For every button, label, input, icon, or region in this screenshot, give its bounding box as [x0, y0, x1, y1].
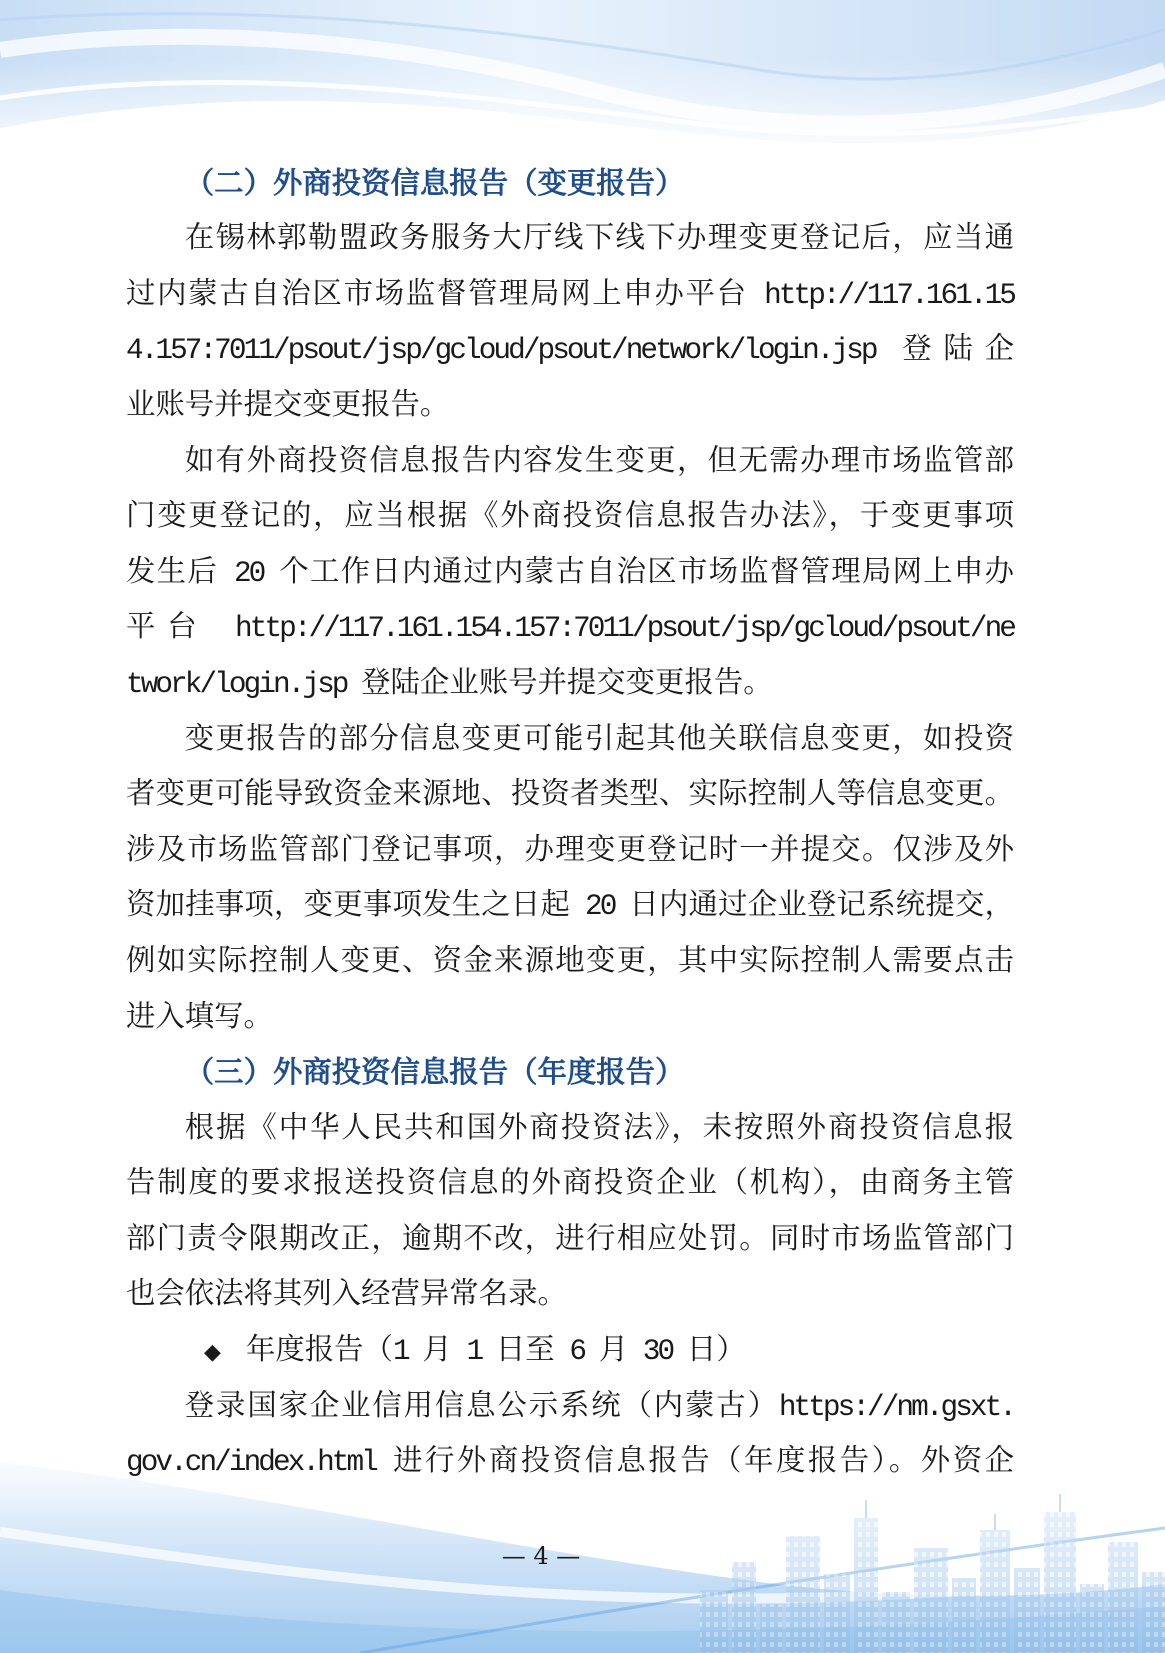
city-skyline-decoration: [700, 1494, 1165, 1653]
paragraph: [126, 210, 1014, 432]
paragraph-line: 在锡林郭勒盟政务服务大厅线下线下办理变更登记后，应当通: [184, 220, 1014, 255]
paragraph-line: 也会依法将其列入经营异常名录。: [126, 1276, 567, 1311]
latin-text-run: 30: [628, 1335, 687, 1369]
paragraph-line: gov.cn/index.html 进行外商投资信息报告（年度报告）。外资企: [126, 1443, 1014, 1480]
section-heading: （三）外商投资信息报告（年度报告）: [184, 1054, 685, 1090]
top-wave-decoration: [0, 0, 1165, 143]
paragraph-line: 登录国家企业信用信息公示系统（内蒙古）https://nm.gsxt.: [184, 1387, 1014, 1424]
paragraph-line: 涉及市场监管部门登记事项，办理变更登记时一并提交。仅涉及外: [126, 831, 1014, 866]
paragraph-line: 进入填写。: [126, 998, 273, 1033]
latin-text-run: https://nm.gsxt.: [778, 1390, 1014, 1424]
section-annual-report: [126, 1044, 1014, 1489]
paragraph-line: 部门责令限期改正，逾期不改，进行相应处罚。同时市场监管部门: [126, 1220, 1014, 1255]
latin-text-run: 4.157:7011/psout/jsp/gcloud/psout/network/login.jsp: [126, 334, 903, 368]
paragraph-line: 根据《中华人民共和国外商投资法》，未按照外商投资信息报: [184, 1109, 1014, 1144]
latin-text-run: gov.cn/index.html: [126, 1446, 394, 1480]
section-heading: （二）外商投资信息报告（变更报告）: [184, 164, 685, 200]
diamond-bullet-icon: ◆: [204, 1340, 221, 1366]
document-body: [126, 155, 1014, 1489]
paragraph-line: 者变更可能导致资金来源地、投资者类型、实际控制人等信息变更。: [126, 776, 1014, 811]
paragraph-line: 发生后 20 个工作日内通过内蒙古自治区市场监督管理局网上申办: [126, 553, 1015, 590]
paragraph-line: 如有外商投资信息报告内容发生变更，但无需办理市场监管部: [184, 442, 1014, 477]
latin-text-run: 1: [392, 1335, 423, 1369]
latin-text-run: 6: [554, 1335, 599, 1369]
paragraph: [126, 1100, 1014, 1322]
latin-text-run: 1: [451, 1335, 496, 1369]
paragraph: [126, 711, 1014, 1045]
paragraph-line: 告制度的要求报送投资信息的外商投资企业（机构），由商务主管: [126, 1165, 1014, 1200]
paragraph-line: twork/login.jsp 登陆企业账号并提交变更报告。: [126, 664, 773, 701]
paragraph-line: 变更报告的部分信息变更可能引起其他关联信息变更，如投资: [184, 720, 1014, 755]
latin-text-run: 20: [570, 890, 630, 924]
paragraph: [126, 433, 1014, 711]
paragraph-line: 4.157:7011/psout/jsp/gcloud/psout/network/login.jsp 登陆企: [126, 331, 1015, 368]
latin-text-run: twork/login.jsp: [126, 667, 362, 701]
paragraph-line: 平台 http://117.161.154.157:7011/psout/jsp/gcloud/psout/ne: [126, 609, 1015, 646]
section-change-report: [126, 155, 1014, 1045]
latin-text-run: 20: [218, 556, 280, 590]
bullet-item: [126, 1322, 1014, 1378]
page-number: — 4 —: [501, 1542, 581, 1570]
paragraph-line: 例如实际控制人变更、资金来源地变更，其中实际控制人需要点击: [126, 942, 1014, 977]
paragraph-line: 门变更登记的，应当根据《外商投资信息报告办法》，于变更事项: [126, 498, 1014, 533]
latin-text-run: http://117.161.15: [747, 278, 1014, 312]
bullet-title: 年度报告（1 月 1 日至 6 月 30 日）: [246, 1332, 746, 1369]
paragraph: [126, 1378, 1014, 1489]
paragraph-line: 资加挂事项，变更事项发生之日起 20 日内通过企业登记系统提交，: [126, 887, 1015, 924]
paragraph-line: 业账号并提交变更报告。: [126, 386, 450, 421]
latin-text-run: http://117.161.154.157:7011/psout/jsp/gcloud/psout/ne: [208, 612, 1015, 646]
paragraph-line: 过内蒙古自治区市场监督管理局网上申办平台 http://117.161.15: [126, 275, 1014, 312]
